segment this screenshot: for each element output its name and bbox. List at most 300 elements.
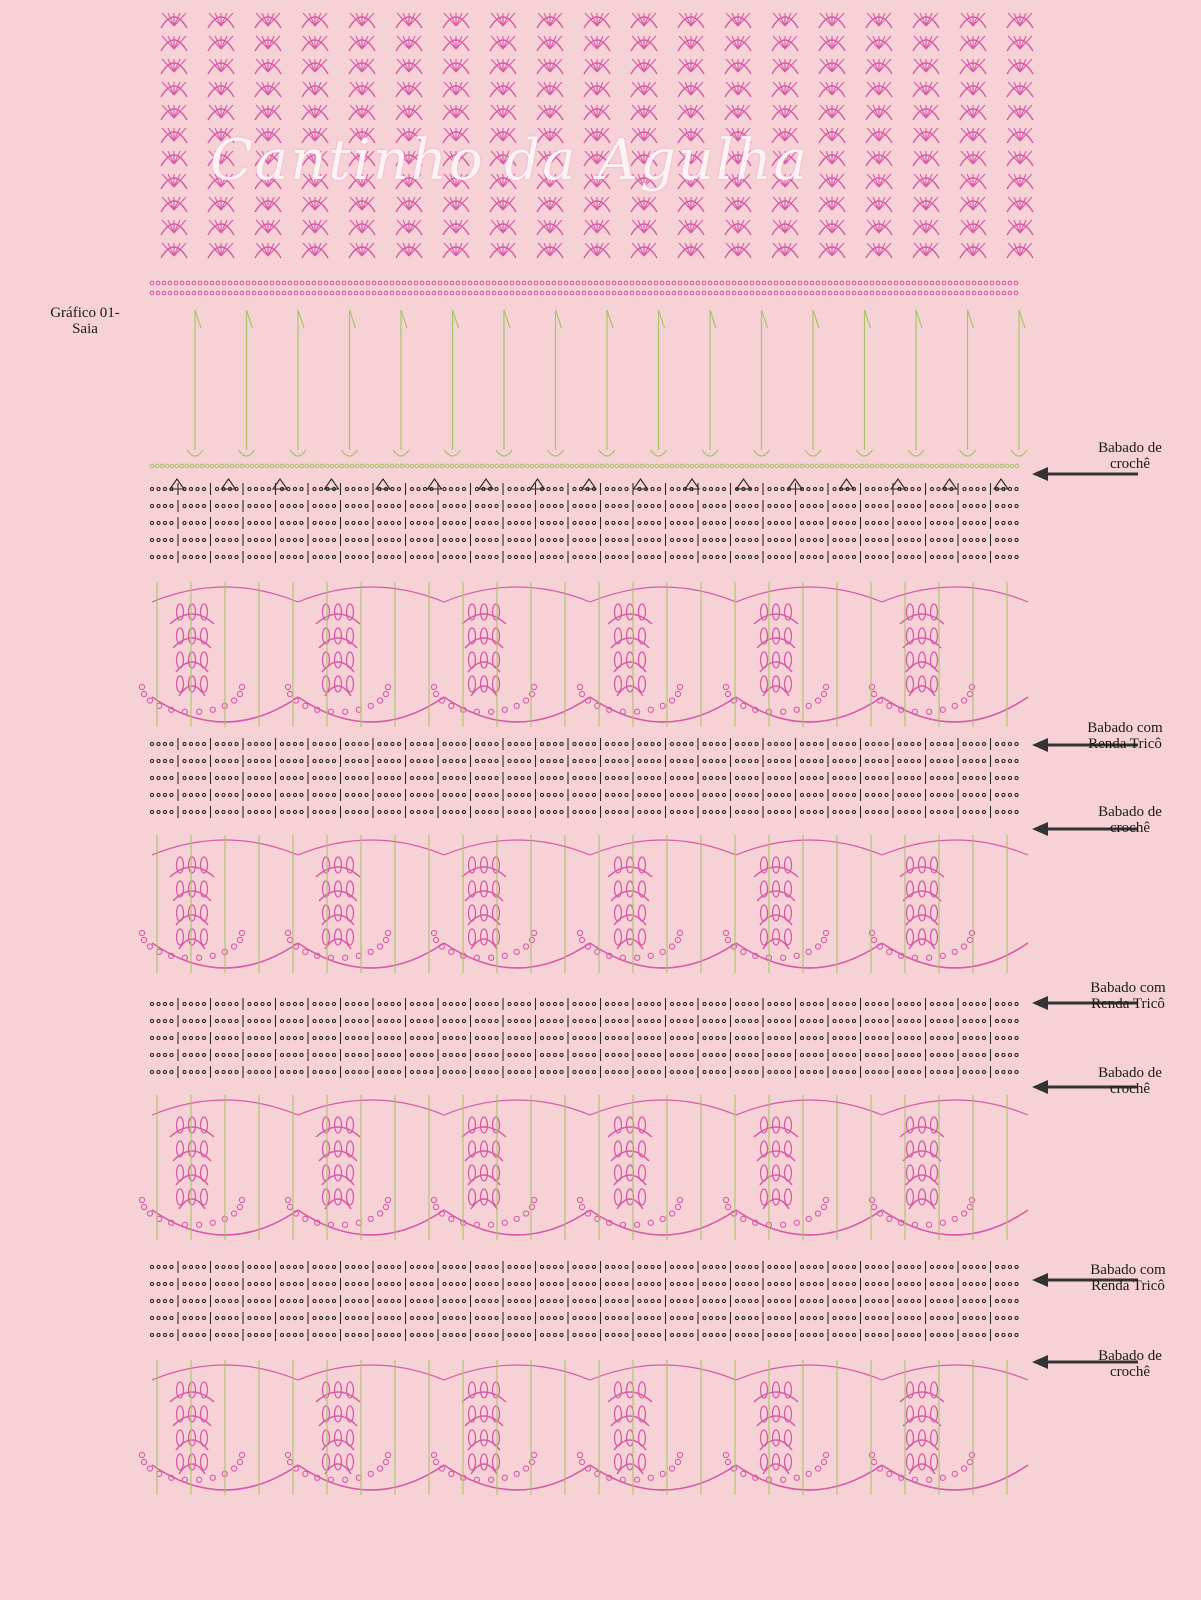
chain-stitch xyxy=(787,555,790,558)
chain-stitch xyxy=(287,1299,290,1302)
chain-stitch xyxy=(527,538,530,541)
chain-stitch xyxy=(722,1036,725,1039)
chain-stitch xyxy=(716,1053,719,1056)
chain-stitch xyxy=(722,555,725,558)
chain-stitch xyxy=(684,281,688,285)
chain-stitch xyxy=(282,291,286,295)
chain-stitch xyxy=(937,504,940,507)
chain-stitch xyxy=(586,555,589,558)
picot xyxy=(961,944,966,949)
chain-stitch xyxy=(553,504,556,507)
chain-stitch xyxy=(638,1019,641,1022)
chain-stitch xyxy=(795,464,799,468)
chain-stitch xyxy=(222,521,225,524)
chain-stitch xyxy=(215,1265,218,1268)
chain-stitch xyxy=(768,487,771,490)
chain-stitch xyxy=(651,759,654,762)
lace-arch xyxy=(882,840,1028,855)
chain-stitch xyxy=(618,1333,621,1336)
picot xyxy=(239,930,244,935)
chain-stitch xyxy=(582,281,586,285)
chain-stitch xyxy=(157,1019,160,1022)
chain-stitch xyxy=(605,504,608,507)
chain-stitch xyxy=(423,1265,426,1268)
chain-stitch xyxy=(605,759,608,762)
lace-arch xyxy=(298,1100,444,1115)
chain-stitch xyxy=(930,1265,933,1268)
chain-stitch xyxy=(995,793,998,796)
chain-stitch xyxy=(170,1333,173,1336)
chain-stitch xyxy=(865,810,868,813)
chain-stitch xyxy=(423,1299,426,1302)
chain-stitch xyxy=(288,291,292,295)
chain-stitch xyxy=(280,1265,283,1268)
chain-stitch xyxy=(150,1019,153,1022)
chain-stitch xyxy=(162,281,166,285)
chain-stitch xyxy=(742,1333,745,1336)
chain-stitch xyxy=(670,1036,673,1039)
chain-stitch xyxy=(894,291,898,295)
chain-stitch xyxy=(905,464,909,468)
chain-stitch xyxy=(540,1019,543,1022)
chain-stitch xyxy=(963,555,966,558)
chain-stitch xyxy=(450,291,454,295)
chain-stitch xyxy=(683,1002,686,1005)
chain-stitch xyxy=(397,1070,400,1073)
chain-stitch xyxy=(430,1265,433,1268)
chain-stitch xyxy=(850,464,854,468)
chain-stitch xyxy=(261,521,264,524)
picot xyxy=(139,930,144,935)
chain-stitch xyxy=(222,291,226,295)
chain-stitch xyxy=(300,1070,303,1073)
chain-stitch xyxy=(1008,1265,1011,1268)
chain-stitch xyxy=(1002,810,1005,813)
chain-stitch xyxy=(982,759,985,762)
chain-stitch xyxy=(430,1053,433,1056)
chain-stitch xyxy=(183,521,186,524)
chain-stitch xyxy=(904,1070,907,1073)
chain-stitch xyxy=(924,281,928,285)
chain-stitch xyxy=(560,555,563,558)
chain-stitch xyxy=(514,1019,517,1022)
chain-stitch xyxy=(456,487,459,490)
chain-stitch xyxy=(742,810,745,813)
chain-stitch xyxy=(228,555,231,558)
puff-stitch xyxy=(481,652,488,668)
knit-rib-top xyxy=(762,310,768,328)
chain-stitch xyxy=(722,521,725,524)
chain-stitch xyxy=(202,487,205,490)
chain-stitch xyxy=(703,487,706,490)
chain-stitch xyxy=(963,1299,966,1302)
chain-stitch xyxy=(937,1070,940,1073)
chain-stitch xyxy=(391,1053,394,1056)
chain-stitch xyxy=(787,1036,790,1039)
picot xyxy=(182,709,187,714)
chain-stitch xyxy=(508,742,511,745)
chain-stitch xyxy=(976,487,979,490)
chain-stitch xyxy=(618,810,621,813)
chain-stitch xyxy=(196,1316,199,1319)
chain-stitch xyxy=(579,555,582,558)
chain-stitch xyxy=(410,538,413,541)
chain-stitch xyxy=(683,810,686,813)
chain-stitch xyxy=(638,1316,641,1319)
chain-stitch xyxy=(508,521,511,524)
chain-stitch xyxy=(456,810,459,813)
chain-stitch xyxy=(592,538,595,541)
chain-stitch xyxy=(535,464,539,468)
chain-stitch xyxy=(521,1053,524,1056)
chain-stitch xyxy=(174,281,178,285)
puff-stitch xyxy=(189,628,196,644)
chain-stitch xyxy=(810,281,814,285)
puff-stitch xyxy=(481,1165,488,1181)
chain-stitch xyxy=(742,521,745,524)
chain-stitch xyxy=(865,793,868,796)
chain-stitch xyxy=(358,1019,361,1022)
chain-stitch xyxy=(690,1299,693,1302)
chain-stitch xyxy=(943,1019,946,1022)
chain-stitch xyxy=(864,281,868,285)
chain-stitch xyxy=(332,742,335,745)
chain-stitch xyxy=(189,1019,192,1022)
chain-stitch xyxy=(918,291,922,295)
chain-stitch xyxy=(995,521,998,524)
chain-stitch xyxy=(560,1299,563,1302)
chain-stitch xyxy=(716,487,719,490)
picot xyxy=(967,937,972,942)
chain-stitch xyxy=(510,281,514,285)
chain-stitch xyxy=(800,776,803,779)
chain-stitch xyxy=(384,1019,387,1022)
chain-stitch xyxy=(943,759,946,762)
chain-stitch xyxy=(189,1282,192,1285)
chain-stitch xyxy=(742,1070,745,1073)
picot xyxy=(182,955,187,960)
chain-stitch xyxy=(833,1002,836,1005)
chain-stitch xyxy=(839,538,842,541)
knit-rib-top xyxy=(453,310,459,328)
chain-stitch xyxy=(163,1316,166,1319)
chain-stitch xyxy=(898,521,901,524)
chain-stitch xyxy=(358,1316,361,1319)
chain-stitch xyxy=(588,291,592,295)
chain-stitch xyxy=(722,538,725,541)
chain-stitch xyxy=(275,464,279,468)
chain-stitch xyxy=(943,810,946,813)
chain-stitch xyxy=(352,759,355,762)
chain-stitch xyxy=(820,776,823,779)
chain-stitch xyxy=(332,1299,335,1302)
chain-stitch xyxy=(683,1019,686,1022)
chain-stitch xyxy=(976,1265,979,1268)
lace-arch xyxy=(882,587,1028,602)
chain-stitch xyxy=(722,1282,725,1285)
chain-stitch xyxy=(644,759,647,762)
chain-stitch xyxy=(800,1316,803,1319)
chain-stitch xyxy=(170,1265,173,1268)
chain-stitch xyxy=(514,793,517,796)
picot xyxy=(377,944,382,949)
chain-stitch xyxy=(644,1333,647,1336)
chain-stitch xyxy=(313,1316,316,1319)
chain-stitch xyxy=(196,1333,199,1336)
chain-stitch xyxy=(813,1053,816,1056)
chain-stitch xyxy=(963,742,966,745)
chain-stitch xyxy=(930,810,933,813)
chain-stitch xyxy=(573,504,576,507)
chain-stitch xyxy=(410,1019,413,1022)
picot xyxy=(433,937,438,942)
chain-stitch xyxy=(813,1282,816,1285)
chain-stitch xyxy=(976,742,979,745)
chain-stitch xyxy=(709,742,712,745)
chain-stitch xyxy=(636,281,640,285)
picot xyxy=(343,1222,348,1227)
chain-stitch xyxy=(878,742,881,745)
chain-stitch xyxy=(852,555,855,558)
picot xyxy=(579,1204,584,1209)
chain-stitch xyxy=(490,464,494,468)
chain-stitch xyxy=(787,1316,790,1319)
chain-stitch xyxy=(423,1036,426,1039)
chain-stitch xyxy=(365,1282,368,1285)
chain-stitch xyxy=(963,487,966,490)
chain-stitch xyxy=(703,1299,706,1302)
picot xyxy=(677,930,682,935)
chain-stitch xyxy=(492,291,496,295)
chain-stitch xyxy=(287,1265,290,1268)
chain-stitch xyxy=(313,1265,316,1268)
chain-stitch xyxy=(839,793,842,796)
chain-stitch xyxy=(888,281,892,285)
chain-stitch xyxy=(865,504,868,507)
chain-stitch xyxy=(846,1299,849,1302)
puff-stitch xyxy=(481,628,488,644)
chain-stitch xyxy=(170,555,173,558)
chain-stitch xyxy=(449,521,452,524)
chain-stitch xyxy=(618,1070,621,1073)
chain-stitch xyxy=(330,464,334,468)
chain-stitch xyxy=(443,1299,446,1302)
chain-stitch xyxy=(716,759,719,762)
chain-stitch xyxy=(911,742,914,745)
chain-stitch xyxy=(898,776,901,779)
chain-stitch xyxy=(950,1316,953,1319)
chain-stitch xyxy=(960,281,964,285)
chain-stitch xyxy=(969,1265,972,1268)
chain-stitch xyxy=(384,742,387,745)
chain-stitch xyxy=(865,776,868,779)
chain-stitch xyxy=(235,1282,238,1285)
chain-stitch xyxy=(183,742,186,745)
chain-stitch xyxy=(495,1282,498,1285)
chain-stitch xyxy=(807,538,810,541)
chain-stitch xyxy=(456,1316,459,1319)
chain-stitch xyxy=(397,504,400,507)
chain-stitch xyxy=(417,1002,420,1005)
chain-stitch xyxy=(462,555,465,558)
chain-stitch xyxy=(651,1316,654,1319)
chain-stitch xyxy=(355,464,359,468)
chain-stitch xyxy=(911,1333,914,1336)
chain-stitch xyxy=(267,1019,270,1022)
chain-stitch xyxy=(560,1019,563,1022)
chain-stitch xyxy=(742,1036,745,1039)
chain-stitch xyxy=(963,1333,966,1336)
chain-stitch xyxy=(430,521,433,524)
chain-stitch xyxy=(592,742,595,745)
chain-stitch xyxy=(183,810,186,813)
chain-stitch xyxy=(324,281,328,285)
chain-stitch xyxy=(300,1333,303,1336)
chain-stitch xyxy=(189,776,192,779)
chain-stitch xyxy=(378,742,381,745)
chain-stitch xyxy=(410,1002,413,1005)
chain-stitch xyxy=(183,538,186,541)
chain-stitch xyxy=(666,291,670,295)
chain-stitch xyxy=(612,487,615,490)
chain-stitch xyxy=(475,1316,478,1319)
chain-stitch xyxy=(936,291,940,295)
chain-stitch xyxy=(605,810,608,813)
chain-stitch xyxy=(618,1053,621,1056)
chain-stitch xyxy=(235,1265,238,1268)
picot xyxy=(139,1197,144,1202)
chain-stitch xyxy=(573,1053,576,1056)
puff-stitch xyxy=(493,652,500,668)
chain-stitch xyxy=(612,1070,615,1073)
picot xyxy=(303,949,308,954)
chain-stitch xyxy=(579,1002,582,1005)
picot xyxy=(660,703,665,708)
chain-stitch xyxy=(878,776,881,779)
chain-stitch xyxy=(235,1299,238,1302)
chain-stitch xyxy=(904,504,907,507)
chain-stitch xyxy=(443,1036,446,1039)
chain-stitch xyxy=(846,759,849,762)
chain-stitch xyxy=(810,464,814,468)
chain-stitch xyxy=(618,1299,621,1302)
pineapple-row xyxy=(614,1175,646,1185)
chain-stitch xyxy=(911,1299,914,1302)
chain-stitch xyxy=(930,793,933,796)
chain-stitch xyxy=(833,742,836,745)
chain-stitch xyxy=(261,810,264,813)
chain-stitch xyxy=(196,1019,199,1022)
chain-stitch xyxy=(982,1019,985,1022)
chain-stitch xyxy=(898,1333,901,1336)
chain-stitch xyxy=(430,1036,433,1039)
chain-stitch xyxy=(547,521,550,524)
chain-stitch xyxy=(488,504,491,507)
chain-stitch xyxy=(196,1053,199,1056)
chain-stitch xyxy=(657,1299,660,1302)
chain-stitch xyxy=(937,742,940,745)
puff-stitch xyxy=(773,628,780,644)
chain-stitch xyxy=(950,1019,953,1022)
puff-stitch xyxy=(493,929,500,945)
picot xyxy=(620,955,625,960)
chain-stitch xyxy=(904,759,907,762)
chain-stitch xyxy=(781,1019,784,1022)
puff-stitch xyxy=(347,929,354,945)
chain-stitch xyxy=(774,742,777,745)
chain-stitch xyxy=(976,1019,979,1022)
chain-stitch xyxy=(963,521,966,524)
chain-stitch xyxy=(677,1265,680,1268)
chain-stitch xyxy=(397,1299,400,1302)
chain-stitch xyxy=(319,1070,322,1073)
chain-stitch xyxy=(995,1036,998,1039)
chain-stitch xyxy=(196,504,199,507)
chain-stitch xyxy=(261,793,264,796)
chain-stitch xyxy=(665,464,669,468)
chain-stitch xyxy=(319,538,322,541)
chain-stitch xyxy=(365,1333,368,1336)
chain-stitch xyxy=(280,464,284,468)
chain-stitch xyxy=(638,538,641,541)
chain-stitch xyxy=(709,1282,712,1285)
chain-stitch xyxy=(527,487,530,490)
chain-stitch xyxy=(366,291,370,295)
chain-stitch xyxy=(898,1299,901,1302)
chain-stitch xyxy=(660,291,664,295)
chain-stitch xyxy=(228,793,231,796)
puff-stitch xyxy=(773,929,780,945)
chain-stitch xyxy=(768,810,771,813)
chain-stitch xyxy=(348,291,352,295)
chain-stitch xyxy=(787,521,790,524)
chain-stitch xyxy=(872,504,875,507)
chain-stitch xyxy=(677,810,680,813)
chain-stitch xyxy=(293,1282,296,1285)
chain-stitch xyxy=(716,1299,719,1302)
chain-stitch xyxy=(267,759,270,762)
chain-stitch xyxy=(546,291,550,295)
chain-stitch xyxy=(248,776,251,779)
chain-stitch xyxy=(586,1002,589,1005)
chain-stitch xyxy=(995,1053,998,1056)
chain-stitch xyxy=(189,1299,192,1302)
chain-stitch xyxy=(228,1265,231,1268)
picot xyxy=(197,1222,202,1227)
chain-stitch xyxy=(293,1265,296,1268)
chain-stitch xyxy=(996,291,1000,295)
chain-stitch xyxy=(352,1265,355,1268)
chain-stitch xyxy=(300,810,303,813)
picot xyxy=(677,684,682,689)
chain-stitch xyxy=(870,464,874,468)
chain-stitch xyxy=(670,1019,673,1022)
chain-stitch xyxy=(261,1002,264,1005)
chain-stitch xyxy=(690,1316,693,1319)
chain-stitch xyxy=(575,464,579,468)
chain-stitch xyxy=(709,1333,712,1336)
picot xyxy=(806,703,811,708)
chain-stitch xyxy=(417,1299,420,1302)
chain-stitch xyxy=(625,538,628,541)
chain-stitch xyxy=(1015,538,1018,541)
chain-stitch xyxy=(774,281,778,285)
chain-stitch xyxy=(865,521,868,524)
chain-stitch xyxy=(547,1265,550,1268)
chain-stitch xyxy=(267,521,270,524)
chain-stitch xyxy=(482,776,485,779)
chain-stitch xyxy=(969,1019,972,1022)
